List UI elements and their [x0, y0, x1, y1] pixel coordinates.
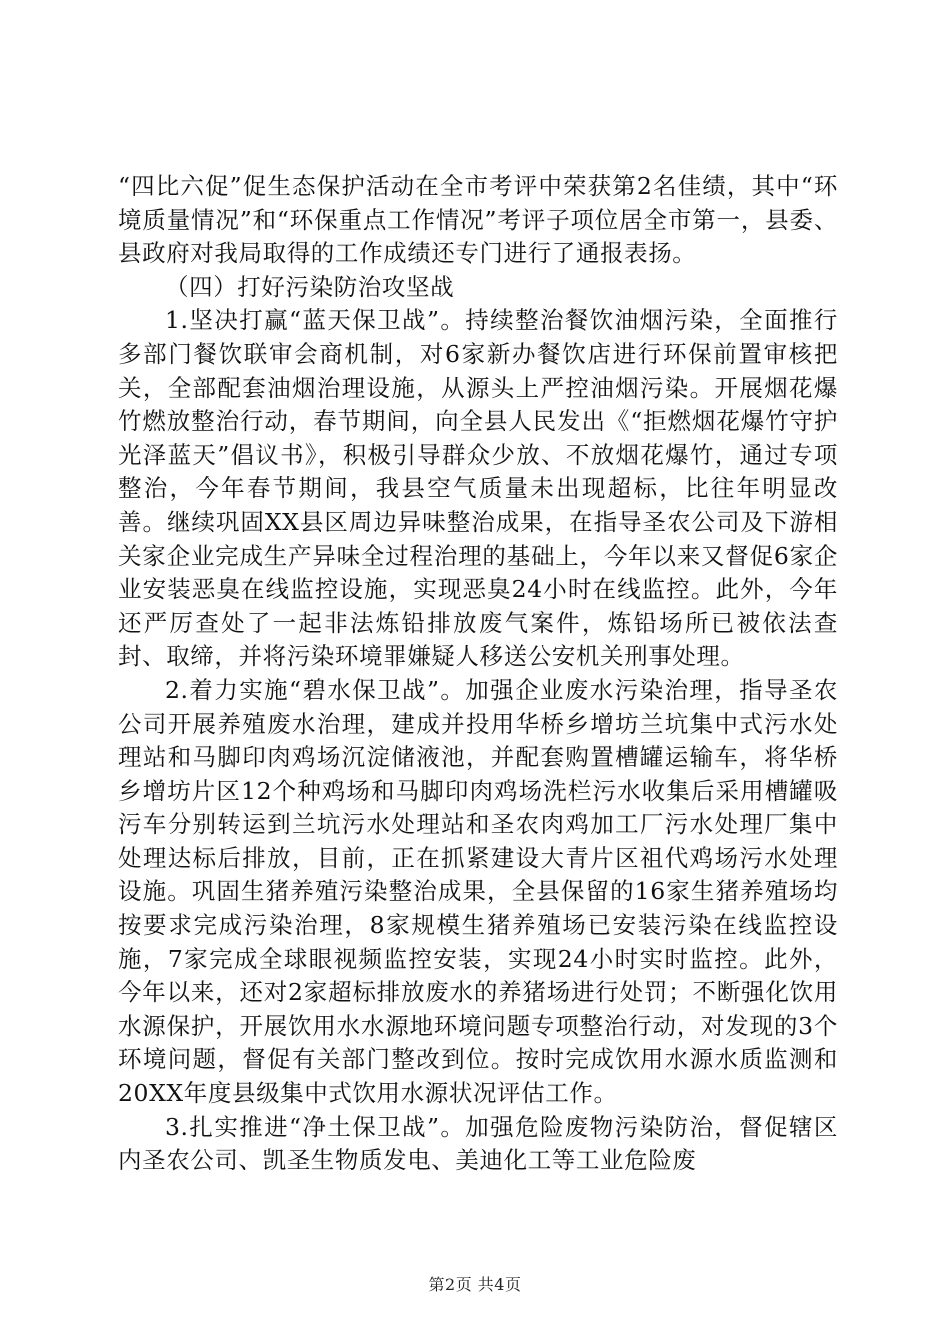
section-heading: （四）打好污染防治攻坚战: [165, 272, 455, 301]
paragraph-clean-soil: 3.扎实推进“净土保卫战”。加强危险废物污染防治，督促辖区内圣农公司、凯圣生物质发电、美迪化工等工业危险废: [118, 1112, 838, 1175]
page-number-footer: 第2页 共4页: [428, 1275, 522, 1294]
paragraph-blue-sky: 1.坚决打赢“蓝天保卫战”。持续整治餐饮油烟污染，全面推行多部门餐饮联审会商机制，对6家新办餐饮店进行环保前置审核把关，全部配套油烟治理设施，从源头上严控油烟污染。开展烟花爆竹燃放整治行动，春节期间，向全县人民发出《“拒燃烟花爆竹守护光泽蓝天”倡议书》，积极引导群众少放、不放烟花爆竹，通过专项整治，今年春节期间，我县空气质量未出现超标，比往年明显改善。继续巩固XX县区周边异味整治成果，在指导圣农公司及下游相关家企业完成生产异味全过程治理的基础上，今年以来又督促6家企业安装恶臭在线监控设施，实现恶臭24小时在线监控。此外，今年还严厉查处了一起非法炼铅排放废气案件，炼铅场所已被依法查封、取缔，并将污染环境罪嫌疑人移送公安机关刑事处理。: [118, 306, 838, 671]
paragraph-continuation: “四比六促”促生态保护活动在全市考评中荣获第2名佳绩，其中“环境质量情况”和“环保重点工作情况”考评子项位居全市第一，县委、县政府对我局取得的工作成绩还专门进行了通报表扬。: [118, 172, 838, 268]
paragraph-clear-water: 2.着力实施“碧水保卫战”。加强企业废水污染治理，指导圣农公司开展养殖废水治理，建成并投用华桥乡增坊兰坑集中式污水处理站和马脚印肉鸡场沉淀储液池，并配套购置槽罐运输车，将华桥乡增坊片区12个种鸡场和马脚印肉鸡场洗栏污水收集后采用槽罐吸污车分别转运到兰坑污水处理站和圣农肉鸡加工厂污水处理厂集中处理达标后排放，目前，正在抓紧建设大青片区祖代鸡场污水处理设施。巩固生猪养殖污染整治成果，全县保留的16家生猪养殖场均按要求完成污染治理，8家规模生猪养殖场已安装污染在线监控设施，7家完成全球眼视频监控安装，实现24小时实时监控。此外，今年以来，还对2家超标排放废水的养猪场进行处罚；不断强化饮用水源保护，开展饮用水水源地环境问题专项整治行动，对发现的3个环境问题，督促有关部门整改到位。按时完成饮用水源水质监测和20XX年度县级集中式饮用水源状况评估工作。: [118, 675, 838, 1108]
document-body: [118, 170, 838, 1178]
